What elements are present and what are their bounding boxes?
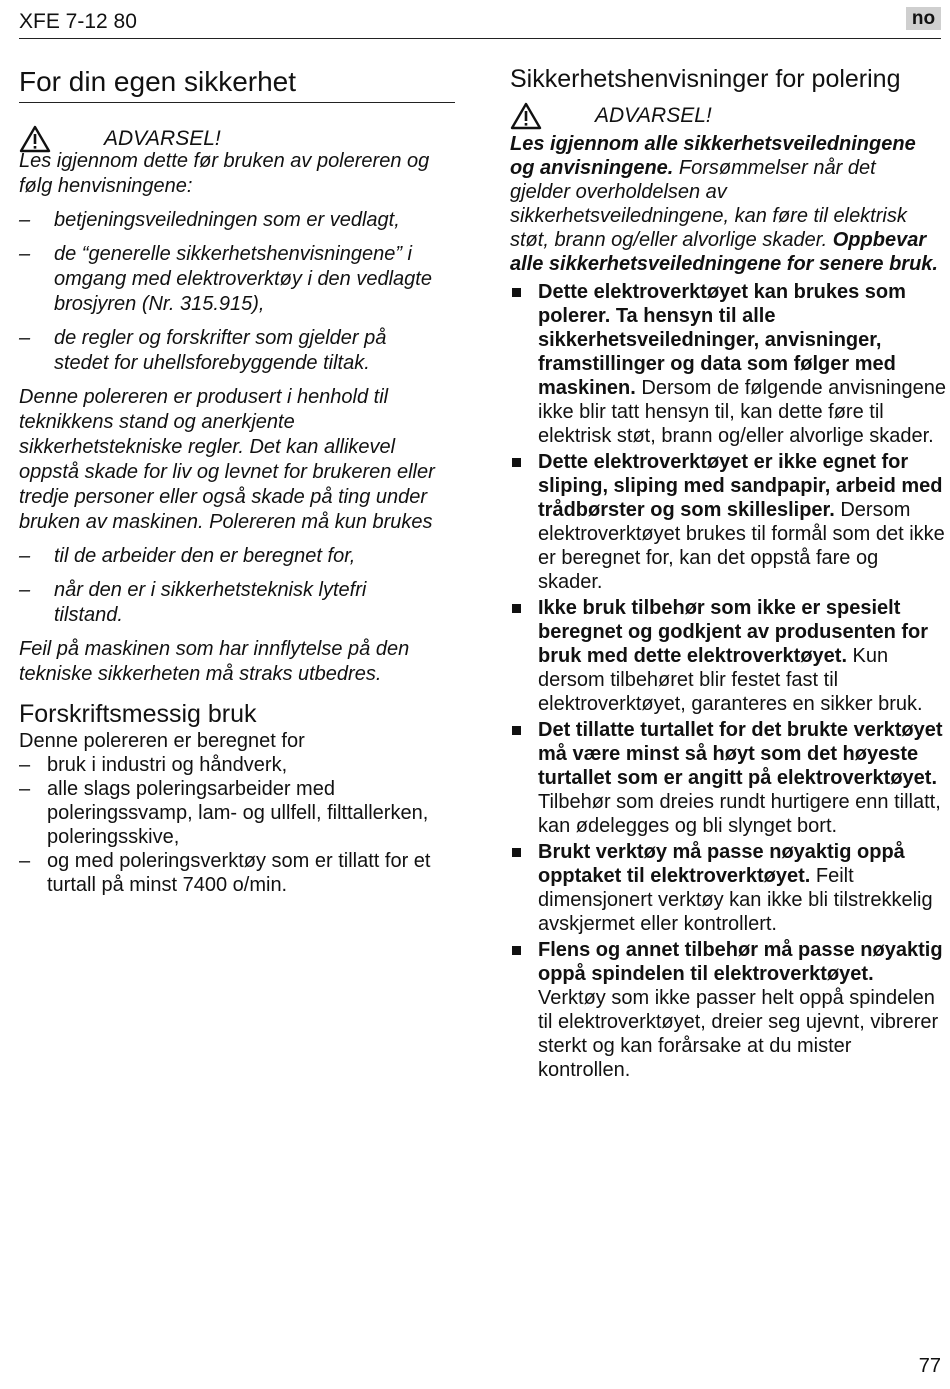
usage-conditions-list (19, 544, 455, 628)
list-item: – og med poleringsverktøy som er tillatt for et turtall på minst 7400 o/min. (19, 850, 431, 896)
intended-use-intro: Denne polereren er beregnet for (19, 730, 305, 752)
left-column (19, 62, 455, 897)
list-item: Dette elektroverktøyet kan brukes som polerer. Ta hensyn til alle sikkerhetsveiledninger, anvisninger, framstillinger og data som følger med maskinen. Dersom de følgende anvisningene ikke blir tatt hensyn til, kan dette føre til elektrisk støt, brann og/eller alvorlige skader. (510, 280, 946, 448)
safety-instructions-list (510, 280, 946, 1082)
intro-text: Les igjennom dette før bruken av polereren og følg henvisningene: (19, 150, 430, 197)
document-list (19, 208, 455, 376)
warning-triangle-icon (19, 125, 51, 153)
list-item: – de regler og forskrifter som gjelder på stedet for uhellsforebyggende tiltak. (19, 327, 387, 374)
section-heading-polishing-safety: Sikkerhetshenvisninger for polering (510, 65, 901, 93)
list-item: Dette elektroverktøyet er ikke egnet for sliping, sliping med sandpapir, arbeid med trådbørster og som skillesliper. Dersom elektroverktøyet brukes til formål som det ikke er beregnet for, kan det oppstå fare og skader. (510, 450, 946, 594)
warning-row-right (510, 102, 946, 132)
warning-row-left (19, 123, 455, 155)
list-item: – de “generelle sikkerhetshenvisningene” i omgang med elektroverktøy i den vedlagte brosjyren (Nr. 315.915), (19, 243, 432, 315)
list-item: Det tillatte turtallet for det brukte verktøyet må være minst så høyt som det høyeste turtallet som er angitt på elektroverktøyet. Tilbehør som dreies rundt hurtigere enn tillatt, kan ødelegges og bli slynget bort. (510, 718, 946, 838)
right-column (510, 62, 946, 1082)
warning-triangle-icon (510, 102, 542, 130)
list-item: – til de arbeider den er beregnet for, (19, 545, 356, 567)
list-item: – alle slags poleringsarbeider med poleringssvamp, lam- og ullfell, filttallerken, poleringsskive, (19, 778, 429, 848)
warning-label: ADVARSEL! (104, 127, 221, 150)
list-item: – bruk i industri og håndverk, (19, 754, 288, 776)
language-badge: no (906, 7, 941, 30)
list-item: Ikke bruk tilbehør som ikke er spesielt beregnet og godkjent av produsenten for bruk med dette elektroverktøyet. Kun dersom tilbehøret blir festet fast til elektroverktøyet, garanteres en sikker bruk. (510, 596, 946, 716)
right-intro-paragraph: Les igjennom alle sikkerhetsveiledningene og anvisningene. Forsømmelser når det gjelder overholdelsen av sikkerhetsveiledningene, kan føre til elektrisk støt, brann og/eller alvorlige skader. Oppbevar alle sikkerhetsveiledningene for senere bruk. (510, 133, 938, 275)
warning-label: ADVARSEL! (595, 104, 712, 127)
section-heading-intended-use: Forskriftsmessig bruk (19, 700, 257, 728)
header-divider (19, 38, 941, 39)
defects-paragraph: Feil på maskinen som har innflytelse på den tekniske sikkerheten må straks utbedres. (19, 638, 410, 685)
section-heading-safety: For din egen sikkerhet (19, 62, 455, 103)
list-item: – betjeningsveiledningen som er vedlagt, (19, 209, 400, 231)
document-header-title: XFE 7-12 80 (19, 10, 137, 33)
page-number: 77 (918, 1355, 941, 1377)
list-item: Flens og annet tilbehør må passe nøyaktig oppå spindelen til elektroverktøyet. Verktøy som ikke passer helt oppå spindelen til elektroverktøyet, dreier seg ujevnt, vibrerer sterkt og kan forårsake at du mister kontrollen. (510, 938, 946, 1082)
list-item: – når den er i sikkerhetsteknisk lytefri tilstand. (19, 579, 367, 626)
list-item: Brukt verktøy må passe nøyaktig oppå opptaket til elektroverktøyet. Feilt dimensjonert verktøy kan ikke bli tilstrekkelig avskjermet eller kontrollert. (510, 840, 946, 936)
intended-use-list (19, 753, 455, 897)
manufacture-paragraph: Denne polereren er produsert i henhold til teknikkens stand og anerkjente sikkerhetstekniske regler. Det kan allikevel oppstå skade for liv og levnet for brukeren eller tredje personer eller også skade på ting under bruken av maskinen. Polereren må kun brukes (19, 386, 435, 533)
